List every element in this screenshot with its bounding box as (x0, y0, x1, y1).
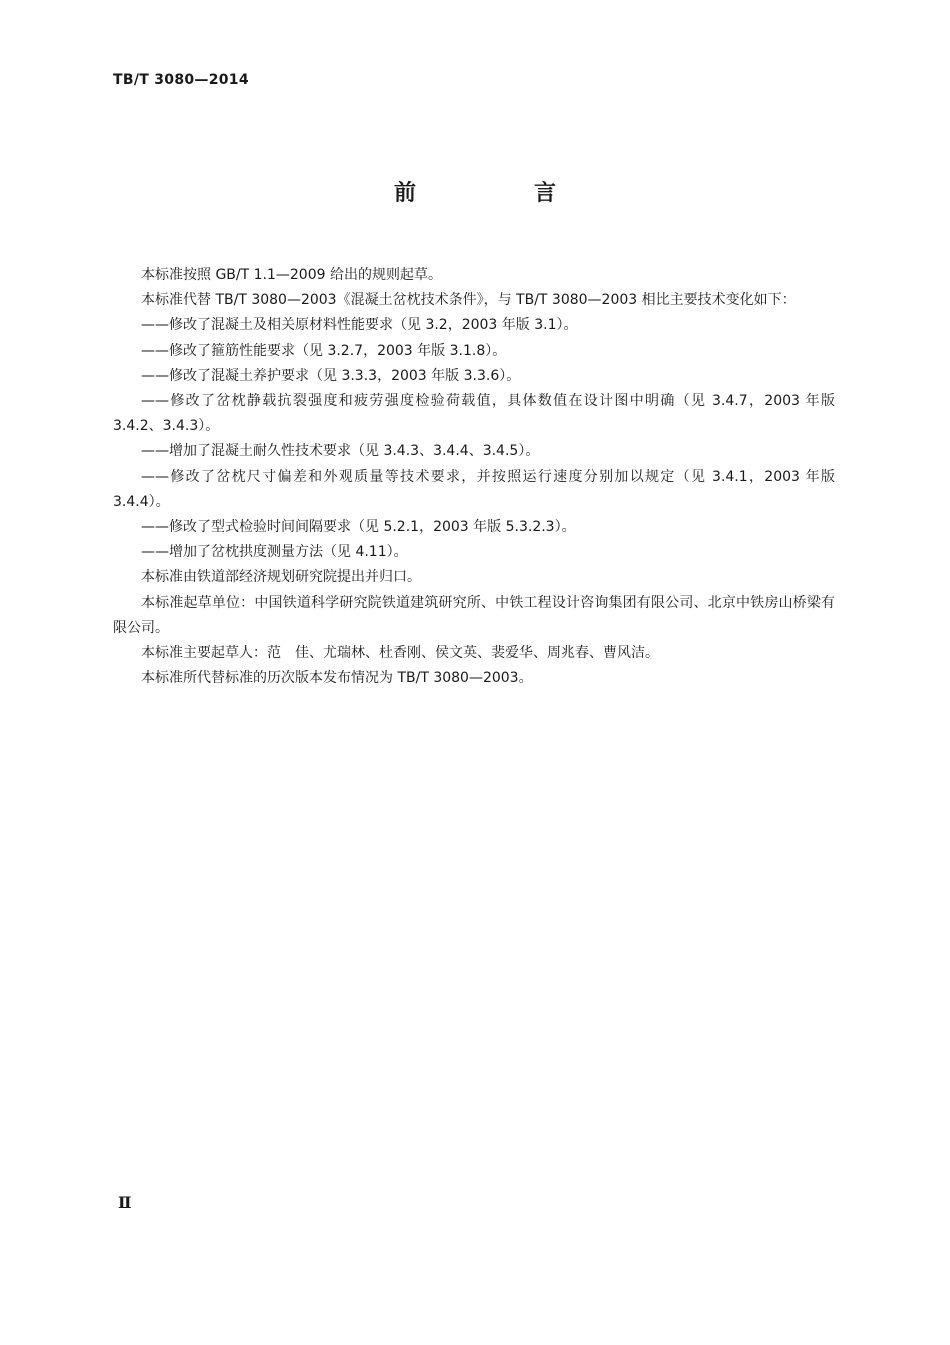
paragraph: 本标准由铁道部经济规划研究院提出并归口。 (141, 569, 421, 586)
document-header-code: TB/T 3080—2014 (113, 72, 249, 88)
list-item: ——修改了混凝土养护要求（见 3.3.3，2003 年版 3.3.6）。 (141, 367, 521, 384)
list-item: ——修改了混凝土及相关原材料性能要求（见 3.2，2003 年版 3.1）。 (141, 317, 578, 334)
list-item: ——修改了岔枕尺寸偏差和外观质量等技术要求，并按照运行速度分别加以规定（见 3.4.1，2003 年版 3.4.4）。 (113, 468, 835, 510)
page-title: 前 言 (393, 181, 604, 206)
document-body (113, 263, 835, 691)
page-number: Ⅱ (118, 1193, 132, 1212)
paragraph: 本标准按照 GB/T 1.1—2009 给出的规则起草。 (141, 267, 442, 283)
paragraph: 本标准所代替标准的历次版本发布情况为 TB/T 3080—2003。 (141, 670, 533, 687)
paragraph: 本标准起草单位：中国铁道科学研究院铁道建筑研究所、中铁工程设计咨询集团有限公司、北京中铁房山桥梁有限公司。 (113, 594, 835, 636)
list-item: ——增加了混凝土耐久性技术要求（见 3.4.3、3.4.4、3.4.5）。 (141, 443, 540, 460)
list-item: ——修改了型式检验时间间隔要求（见 5.2.1，2003 年版 5.3.2.3）。 (141, 519, 576, 536)
list-item: ——修改了箍筋性能要求（见 3.2.7，2003 年版 3.1.8）。 (141, 342, 507, 359)
list-item: ——增加了岔枕拱度测量方法（见 4.11）。 (141, 544, 408, 561)
paragraph: 本标准主要起草人：范 佳、尤瑞林、杜香刚、侯文英、裴爱华、周兆春、曹风洁。 (141, 645, 659, 662)
list-item: ——修改了岔枕静载抗裂强度和疲劳强度检验荷载值，具体数值在设计图中明确（见 3.4.7，2003 年版 3.4.2、3.4.3）。 (113, 393, 835, 435)
paragraph: 本标准代替 TB/T 3080—2003《混凝土岔枕技术条件》，与 TB/T 3080—2003 相比主要技术变化如下： (141, 292, 796, 309)
